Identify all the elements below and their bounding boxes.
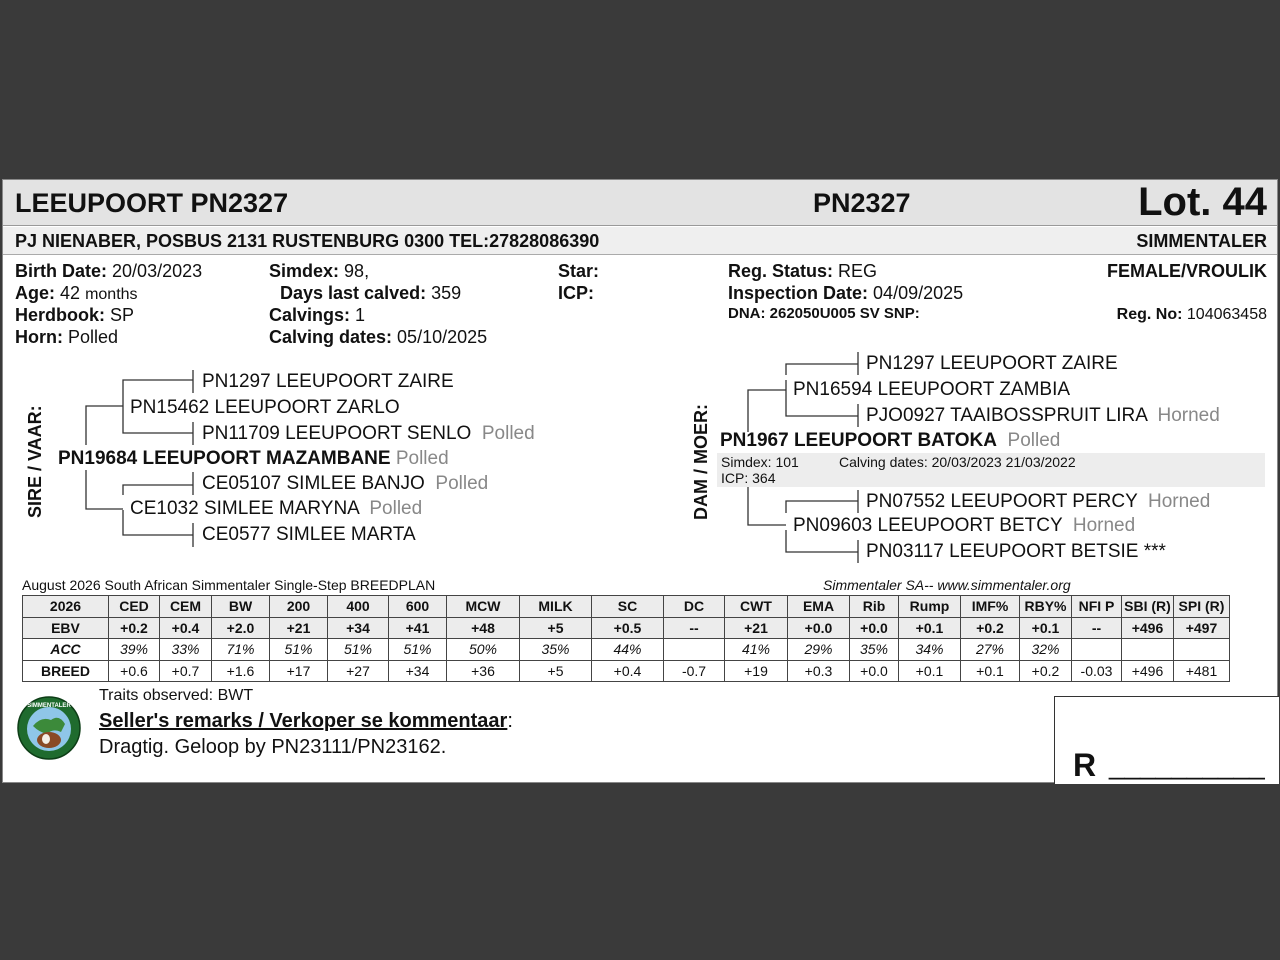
sire-name: PN19684 LEEUPOORT MAZAMBANE Polled <box>58 448 449 469</box>
ebv-cell: +497 <box>1174 617 1230 639</box>
price-label: R <box>1073 747 1097 783</box>
ebv-cell: 44% <box>592 639 664 661</box>
ebv-cell: 41% <box>725 639 788 661</box>
ebv-cell: +0.2 <box>109 617 160 639</box>
ebv-cell: 33% <box>160 639 212 661</box>
inspection-date: Inspection Date: 04/09/2025 <box>728 283 964 303</box>
ebv-cell: +0.0 <box>850 617 899 639</box>
breedplan-title: August 2026 South African Simmentaler Single-Step BREEDPLAN <box>22 577 436 593</box>
ebv-cell: +0.3 <box>788 660 850 682</box>
ebv-cell: IMF% <box>961 596 1020 618</box>
ebv-cell: CEM <box>160 596 212 618</box>
ebv-row <box>23 617 1230 639</box>
ebv-cell: +27 <box>328 660 389 682</box>
dam-sire-sire: PN1297 LEEUPOORT ZAIRE <box>866 353 1118 374</box>
ebv-cell: CED <box>109 596 160 618</box>
ebv-cell: +0.1 <box>899 660 961 682</box>
sire-sire-sire: PN1297 LEEUPOORT ZAIRE <box>202 371 454 392</box>
ebv-cell: +48 <box>447 617 520 639</box>
ebv-cell: -0.03 <box>1072 660 1122 682</box>
ebv-cell: 400 <box>328 596 389 618</box>
ebv-cell: Rib <box>850 596 899 618</box>
ebv-cell <box>1072 639 1122 661</box>
ebv-cell: +0.5 <box>592 617 664 639</box>
ebv-cell: +34 <box>328 617 389 639</box>
owner-info: PJ NIENABER, POSBUS 2131 RUSTENBURG 0300 TEL:27828086390 <box>15 231 600 251</box>
breed-name: SIMMENTALER <box>1136 231 1267 251</box>
ebv-cell: 71% <box>212 639 270 661</box>
ebv-cell: Rump <box>899 596 961 618</box>
dam-calving-dates: Calving dates: 20/03/2023 21/03/2022 <box>839 454 1076 470</box>
ebv-cell <box>664 639 725 661</box>
ebv-cell: 27% <box>961 639 1020 661</box>
ebv-cell: 34% <box>899 639 961 661</box>
ebv-cell: 600 <box>389 596 447 618</box>
sex: FEMALE/VROULIK <box>1107 261 1267 281</box>
ebv-cell: +41 <box>389 617 447 639</box>
ebv-cell: -0.7 <box>664 660 725 682</box>
dna-info: DNA: 262050U005 SV SNP: <box>728 305 920 322</box>
ebv-cell <box>1122 639 1174 661</box>
remarks-title: Seller's remarks / Verkoper se kommentaar: <box>99 710 513 732</box>
ebv-cell: +1.6 <box>212 660 270 682</box>
lot-card <box>2 179 1278 783</box>
ebv-cell: +0.0 <box>850 660 899 682</box>
ebv-cell: +21 <box>725 617 788 639</box>
dam-sire-dam: PJO0927 TAAIBOSSPRUIT LIRA Horned <box>866 405 1220 426</box>
ebv-cell: 39% <box>109 639 160 661</box>
ebv-cell: 51% <box>270 639 328 661</box>
ebv-cell: +5 <box>520 660 592 682</box>
birth-date: Birth Date: 20/03/2023 <box>15 261 203 281</box>
ebv-cell: +5 <box>520 617 592 639</box>
dam-dam-dam: PN03117 LEEUPOORT BETSIE *** <box>866 541 1166 562</box>
ebv-cell: SPI (R) <box>1174 596 1230 618</box>
ebv-table <box>22 595 1230 682</box>
ebv-cell: +0.1 <box>961 660 1020 682</box>
ebv-cell: +0.2 <box>1020 660 1072 682</box>
animal-id: PN2327 <box>813 188 911 218</box>
price-line: __________ <box>1109 749 1265 780</box>
horn-status: Horn: Polled <box>15 327 119 347</box>
ebv-cell: 50% <box>447 639 520 661</box>
dam-dam-sire: PN07552 LEEUPOORT PERCY Horned <box>866 491 1211 512</box>
ebv-cell: -- <box>664 617 725 639</box>
row-label: 2026 <box>23 596 109 618</box>
sire-sire: PN15462 LEEUPOORT ZARLO <box>130 397 400 418</box>
dam-simdex: Simdex: 101 <box>721 454 799 470</box>
ebv-cell: +0.2 <box>961 617 1020 639</box>
dam-info-box <box>717 453 1265 487</box>
ebv-cell: MCW <box>447 596 520 618</box>
ebv-cell: +496 <box>1122 660 1174 682</box>
sire-dam-dam: CE0577 SIMLEE MARTA <box>202 524 416 545</box>
dam-side-label: DAM / MOER: <box>691 404 711 520</box>
ebv-cell: CWT <box>725 596 788 618</box>
ebv-cell: 51% <box>389 639 447 661</box>
animal-name: LEEUPOORT PN2327 <box>15 188 289 218</box>
sire-dam: CE1032 SIMLEE MARYNA Polled <box>130 498 423 519</box>
ebv-cell: 200 <box>270 596 328 618</box>
ebv-cell: 35% <box>850 639 899 661</box>
simmentaler-logo-icon <box>13 696 85 760</box>
herdbook: Herdbook: SP <box>15 305 135 325</box>
sire-sire-dam: PN11709 LEEUPOORT SENLO Polled <box>202 423 535 444</box>
simdex: Simdex: 98, <box>269 261 370 281</box>
ebv-cell: EMA <box>788 596 850 618</box>
calving-dates: Calving dates: 05/10/2025 <box>269 327 488 347</box>
ebv-cell: +0.4 <box>592 660 664 682</box>
row-label: EBV <box>23 617 109 639</box>
ebv-cell: +0.6 <box>109 660 160 682</box>
traits-observed: Traits observed: BWT <box>99 687 254 704</box>
days-last-calved: Days last calved: 359 <box>280 283 462 303</box>
reg-status: Reg. Status: REG <box>728 261 878 281</box>
ebv-cell: RBY% <box>1020 596 1072 618</box>
reg-number: Reg. No: 104063458 <box>1116 306 1267 323</box>
star-label: Star: <box>558 261 600 281</box>
ebv-cell: +19 <box>725 660 788 682</box>
ebv-header-row <box>23 596 1230 618</box>
row-label: ACC <box>23 639 109 661</box>
ebv-cell: +36 <box>447 660 520 682</box>
ebv-cell: +34 <box>389 660 447 682</box>
ebv-cell: +21 <box>270 617 328 639</box>
ebv-cell: MILK <box>520 596 592 618</box>
ebv-cell: +2.0 <box>212 617 270 639</box>
breedplan-source: Simmentaler SA-- www.simmentaler.org <box>823 577 1071 593</box>
dam-icp: ICP: 364 <box>721 470 776 486</box>
ebv-cell: 51% <box>328 639 389 661</box>
ebv-cell: DC <box>664 596 725 618</box>
ebv-cell: BW <box>212 596 270 618</box>
sire-side-label: SIRE / VAAR: <box>25 405 45 518</box>
ebv-cell: +481 <box>1174 660 1230 682</box>
ebv-cell: +0.7 <box>160 660 212 682</box>
age: Age: 42 months <box>15 283 138 303</box>
lot-number: Lot. 44 <box>1138 180 1267 224</box>
ebv-cell: SBI (R) <box>1122 596 1174 618</box>
ebv-cell: NFI P <box>1072 596 1122 618</box>
sire-dam-sire: CE05107 SIMLEE BANJO Polled <box>202 473 489 494</box>
svg-text:SIMMENTALER: SIMMENTALER <box>27 703 71 709</box>
dam-sire: PN16594 LEEUPOORT ZAMBIA <box>793 379 1071 400</box>
ebv-cell: SC <box>592 596 664 618</box>
dam-dam: PN09603 LEEUPOORT BETCY Horned <box>793 515 1136 536</box>
dam-name: PN1967 LEEUPOORT BATOKA Polled <box>720 430 1061 451</box>
remarks-text: Dragtig. Geloop by PN23111/PN23162. <box>99 736 447 758</box>
ebv-cell: -- <box>1072 617 1122 639</box>
price-box <box>1054 696 1279 784</box>
ebv-cell <box>1174 639 1230 661</box>
ebv-cell: 32% <box>1020 639 1072 661</box>
ebv-cell: +496 <box>1122 617 1174 639</box>
ebv-cell: +0.1 <box>1020 617 1072 639</box>
ebv-cell: +17 <box>270 660 328 682</box>
icp-label: ICP: <box>558 283 594 303</box>
ebv-cell: 29% <box>788 639 850 661</box>
acc-row <box>23 639 1230 661</box>
ebv-cell: 35% <box>520 639 592 661</box>
ebv-cell: +0.1 <box>899 617 961 639</box>
ebv-cell: +0.0 <box>788 617 850 639</box>
calvings: Calvings: 1 <box>269 305 366 325</box>
ebv-cell: +0.4 <box>160 617 212 639</box>
row-label: BREED <box>23 660 109 682</box>
breed-avg-row <box>23 660 1230 682</box>
